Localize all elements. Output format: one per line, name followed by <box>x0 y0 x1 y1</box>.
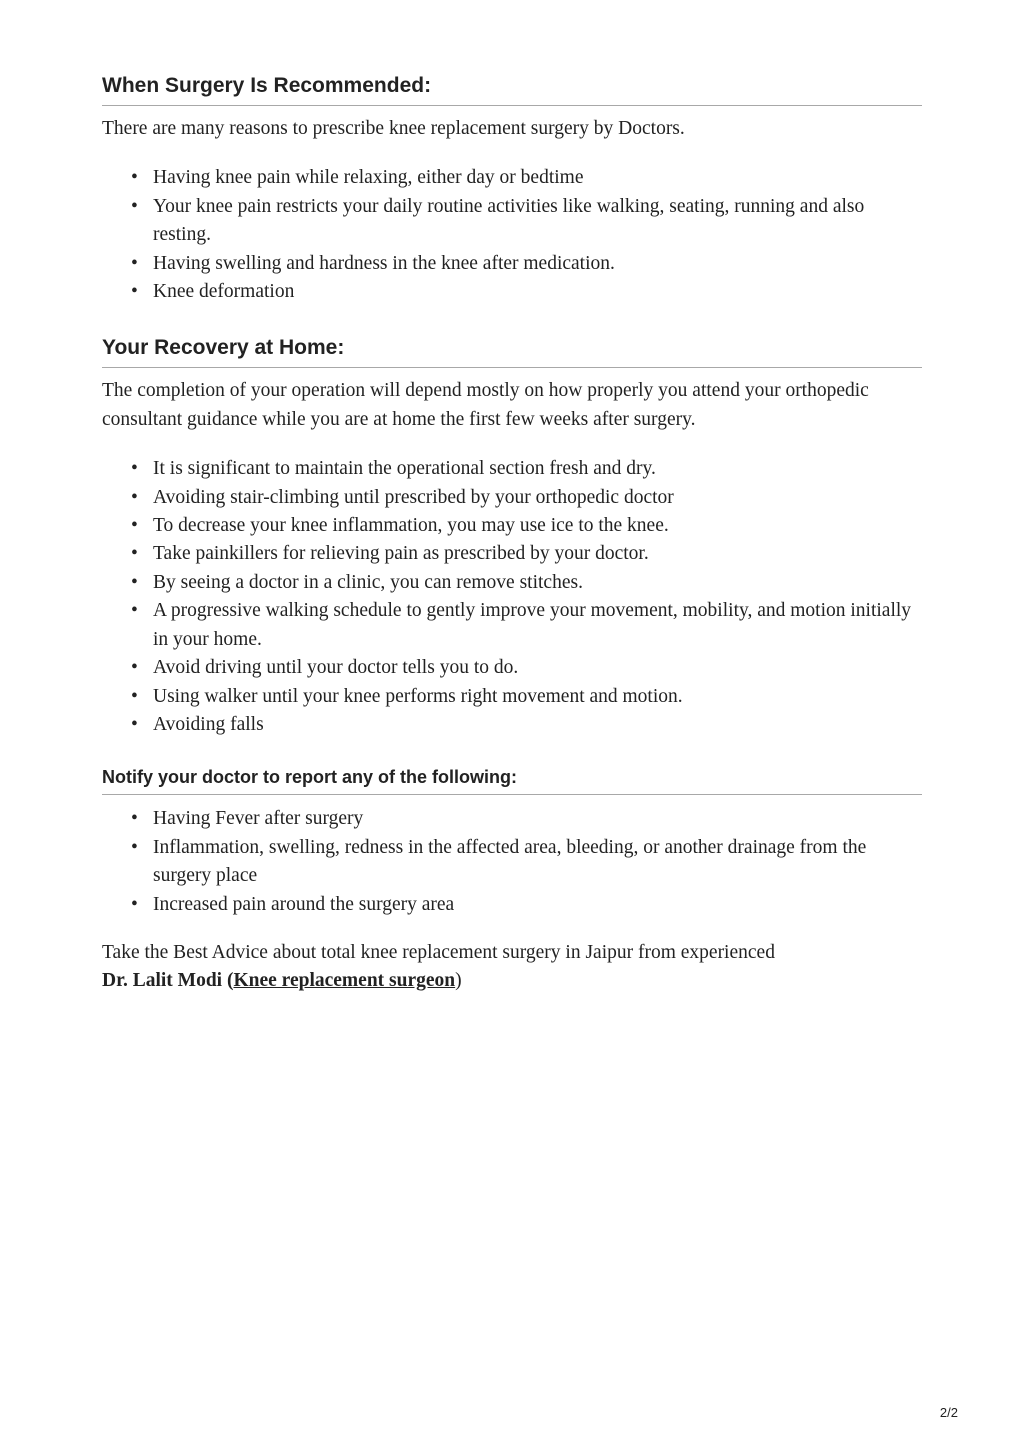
bullet-icon: • <box>131 458 138 480</box>
section-intro-recovery: The completion of your operation will depend mostly on how properly you attend your orthopedic consultant guidance while you are at home the first few weeks after surgery. <box>102 380 869 430</box>
list-item <box>131 250 922 278</box>
list-item <box>131 597 922 654</box>
list-item <box>131 540 922 568</box>
bullet-list-notify-doctor <box>102 805 922 919</box>
list-item-text: Having Fever after surgery <box>153 808 364 830</box>
list-item <box>131 891 922 919</box>
bullet-icon: • <box>131 543 138 565</box>
bullet-icon: • <box>131 486 138 508</box>
section-intro-when-surgery: There are many reasons to prescribe knee replacement surgery by Doctors. <box>102 118 685 139</box>
list-item <box>131 512 922 540</box>
bullet-icon: • <box>131 167 138 189</box>
bullet-icon: • <box>131 836 138 858</box>
bullet-icon: • <box>131 281 138 303</box>
list-item <box>131 683 922 711</box>
bullet-icon: • <box>131 893 138 915</box>
list-item-text: Knee deformation <box>153 281 295 303</box>
list-item-text: Avoiding falls <box>153 713 264 735</box>
open-paren: ( <box>222 970 234 992</box>
list-item-text: Having swelling and hardness in the knee after medication. <box>153 252 615 274</box>
list-item <box>131 805 922 833</box>
bullet-icon: • <box>131 571 138 593</box>
list-item-text: Your knee pain restricts your daily routine activities like walking, seating, running and also resting. <box>153 195 865 246</box>
section-heading-recovery: Your Recovery at Home: <box>102 335 922 368</box>
page-number: 2/2 <box>939 1405 958 1420</box>
list-item-text: Increased pain around the surgery area <box>153 893 455 915</box>
bullet-icon: • <box>131 713 138 735</box>
section-heading-when-surgery: When Surgery Is Recommended: <box>102 73 922 106</box>
list-item-text: Avoiding stair-climbing until prescribed by your orthopedic doctor <box>153 486 674 508</box>
closing-text: Take the Best Advice about total knee replacement surgery in Jaipur from experienced <box>102 941 775 963</box>
bullet-list-recovery <box>102 455 922 739</box>
list-item-text: A progressive walking schedule to gently improve your movement, mobility, and motion initially in your home. <box>153 600 912 650</box>
bullet-icon: • <box>131 685 138 707</box>
list-item-text: By seeing a doctor in a clinic, you can remove stitches. <box>153 571 583 593</box>
list-item <box>131 164 922 192</box>
bullet-icon: • <box>131 252 138 274</box>
list-item <box>131 569 922 597</box>
bullet-icon: • <box>131 657 138 679</box>
list-item <box>131 711 922 739</box>
closing-paragraph <box>102 939 922 996</box>
list-item-text: Inflammation, swelling, redness in the affected area, bleeding, or another drainage from the surgery place <box>153 836 867 887</box>
doctor-name: Dr. Lalit Modi <box>102 970 223 992</box>
list-item-text: Avoid driving until your doctor tells you to do. <box>153 657 519 679</box>
list-item <box>131 834 922 891</box>
list-item-text: It is significant to maintain the operational section fresh and dry. <box>153 458 656 480</box>
list-item-text: To decrease your knee inflammation, you may use ice to the knee. <box>153 515 669 537</box>
list-item-text: Using walker until your knee performs right movement and motion. <box>153 685 683 707</box>
close-paren: ) <box>455 970 462 992</box>
list-item <box>131 278 922 306</box>
document-page <box>102 0 922 996</box>
list-item <box>131 654 922 682</box>
bullet-icon: • <box>131 808 138 830</box>
knee-replacement-surgeon-link[interactable]: Knee replacement surgeon <box>233 970 456 992</box>
list-item <box>131 193 922 250</box>
bullet-icon: • <box>131 195 138 217</box>
list-item-text: Having knee pain while relaxing, either day or bedtime <box>153 167 584 189</box>
bullet-icon: • <box>131 600 138 622</box>
list-item-text: Take painkillers for relieving pain as prescribed by your doctor. <box>153 543 649 565</box>
bullet-icon: • <box>131 515 138 537</box>
list-item <box>131 455 922 483</box>
list-item <box>131 484 922 512</box>
section-heading-notify-doctor: Notify your doctor to report any of the following: <box>102 766 922 795</box>
bullet-list-when-surgery <box>102 164 922 306</box>
